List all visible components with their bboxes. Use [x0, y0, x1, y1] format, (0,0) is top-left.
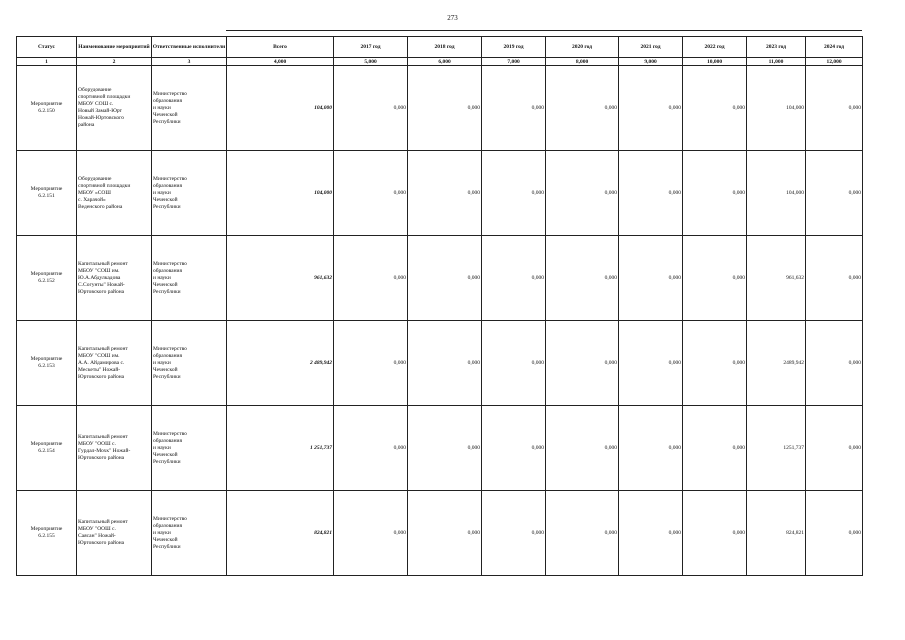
year-value-cell: 0,000 — [619, 151, 683, 236]
event-name-cell — [77, 321, 152, 406]
responsible-cell — [152, 406, 227, 491]
column-number: 11,000 — [747, 58, 806, 66]
table-row — [17, 491, 863, 576]
status-cell-line: 6.2.153 — [38, 363, 55, 369]
responsible-cell-line: Республики — [153, 543, 181, 550]
column-number: 9,000 — [619, 58, 683, 66]
year-value-cell: 0,000 — [683, 491, 747, 576]
header-year: 2017 год — [334, 37, 408, 58]
responsible-cell-line: Чеченской — [153, 366, 178, 373]
year-value-cell: 0,000 — [546, 236, 619, 321]
table-row — [17, 151, 863, 236]
responsible-cell-line: и науки — [153, 529, 171, 536]
event-name-cell-line: С.Согунты" Ножай- — [78, 281, 125, 288]
event-name-cell-line: МБОУ "СОШ им. — [78, 267, 120, 274]
year-value-cell: 0,000 — [619, 321, 683, 406]
responsible-cell-line: и науки — [153, 104, 171, 111]
total-cell: 2 489,942 — [227, 321, 334, 406]
event-name-cell-line: А.А. Айдамирова с. — [78, 359, 125, 366]
status-cell — [17, 236, 77, 321]
status-cell-line: Мероприятие — [30, 356, 63, 362]
year-value-cell: 0,000 — [408, 236, 482, 321]
status-cell — [17, 321, 77, 406]
event-name-cell-line: спортивной площадки — [78, 182, 131, 189]
year-value-cell: 0,000 — [546, 406, 619, 491]
header-year: 2020 год — [546, 37, 619, 58]
responsible-cell-line: Республики — [153, 458, 181, 465]
responsible-cell-line: Чеченской — [153, 196, 178, 203]
year-value-cell: 0,000 — [482, 491, 546, 576]
column-number: 1 — [17, 58, 77, 66]
year-value-cell: 0,000 — [334, 491, 408, 576]
year-value-cell: 0,000 — [482, 236, 546, 321]
event-name-cell — [77, 406, 152, 491]
status-cell-line: Мероприятие — [30, 186, 63, 192]
column-number: 7,000 — [482, 58, 546, 66]
year-value-cell: 0,000 — [546, 491, 619, 576]
responsible-cell-line: Министерство — [153, 90, 187, 97]
event-name-cell-line: Ножай-Юртовского — [78, 115, 125, 121]
event-name-cell-line: Капитальный ремонт — [78, 434, 128, 440]
event-name-cell-line: Юртовского района — [78, 373, 125, 380]
year-value-cell: 0,000 — [334, 236, 408, 321]
responsible-cell-line: Министерство — [153, 345, 187, 352]
table-row — [17, 406, 863, 491]
status-cell — [17, 151, 77, 236]
year-value-cell: 0,000 — [683, 406, 747, 491]
year-value-cell: 0,000 — [806, 491, 863, 576]
responsible-cell-line: Республики — [153, 203, 181, 210]
year-value-cell: 0,000 — [482, 406, 546, 491]
table-row — [17, 66, 863, 151]
status-cell-line: Мероприятие — [30, 101, 63, 107]
table-header-row — [17, 37, 863, 58]
responsible-cell-line: и науки — [153, 274, 171, 281]
status-cell — [17, 491, 77, 576]
event-name-cell-line: МБОУ "ООШ с. — [78, 526, 116, 532]
header-responsible: Ответственные исполнители — [152, 37, 227, 58]
responsible-cell-line: образования — [153, 97, 183, 104]
year-value-cell: 0,000 — [683, 236, 747, 321]
event-name-cell-line: Оборудование — [78, 175, 112, 182]
responsible-cell — [152, 236, 227, 321]
event-name-cell-line: Юртовского района — [78, 455, 125, 461]
table-row — [17, 321, 863, 406]
event-name-cell — [77, 151, 152, 236]
event-name-cell-line: Новый Замай-Юрт — [78, 108, 122, 114]
budget-table — [16, 36, 863, 576]
year-value-cell: 0,000 — [334, 66, 408, 151]
year-value-cell: 0,000 — [806, 151, 863, 236]
responsible-cell-line: образования — [153, 182, 183, 189]
event-name-cell — [77, 491, 152, 576]
header-total: Всего — [227, 37, 334, 58]
year-value-cell: 0,000 — [683, 151, 747, 236]
responsible-cell-line: образования — [153, 437, 183, 444]
year-value-cell: 0,000 — [683, 321, 747, 406]
event-name-cell-line: Веденского района — [78, 203, 123, 210]
responsible-cell-line: Чеченской — [153, 111, 178, 118]
total-cell: 104,000 — [227, 66, 334, 151]
responsible-cell-line: и науки — [153, 359, 171, 366]
responsible-cell — [152, 491, 227, 576]
event-name-cell-line: МБОУ «СОШ — [78, 189, 111, 196]
responsible-cell-line: образования — [153, 352, 183, 359]
year-value-cell: 0,000 — [482, 321, 546, 406]
header-year: 2021 год — [619, 37, 683, 58]
year-value-cell: 0,000 — [408, 321, 482, 406]
event-name-cell-line: Мескеты" Ножай- — [78, 366, 121, 373]
status-cell-line: 6.2.152 — [38, 278, 55, 284]
responsible-cell — [152, 66, 227, 151]
event-name-cell-line: Оборудование — [78, 87, 112, 93]
year-value-cell: 0,000 — [334, 151, 408, 236]
year-value-cell: 0,000 — [408, 151, 482, 236]
header-rule — [226, 30, 862, 31]
year-value-cell: 961,632 — [747, 236, 806, 321]
column-number: 10,000 — [683, 58, 747, 66]
event-name-cell-line: МБОУ "ООШ с. — [78, 441, 116, 447]
year-value-cell: 0,000 — [546, 66, 619, 151]
responsible-cell-line: и науки — [153, 444, 171, 451]
total-cell: 824,821 — [227, 491, 334, 576]
year-value-cell: 0,000 — [806, 406, 863, 491]
year-value-cell: 0,000 — [806, 66, 863, 151]
status-cell — [17, 406, 77, 491]
year-value-cell: 104,000 — [747, 66, 806, 151]
column-number-row — [17, 58, 863, 66]
responsible-cell-line: Чеченской — [153, 451, 178, 458]
year-value-cell: 0,000 — [806, 321, 863, 406]
event-name-cell — [77, 66, 152, 151]
responsible-cell-line: образования — [153, 522, 183, 529]
year-value-cell: 2489,942 — [747, 321, 806, 406]
responsible-cell-line: Министерство — [153, 515, 187, 522]
event-name-cell-line: Капитальный ремонт — [78, 260, 128, 267]
year-value-cell: 0,000 — [619, 491, 683, 576]
event-name-cell-line: МБОУ СОШ с. — [78, 101, 114, 107]
responsible-cell-line: Республики — [153, 118, 181, 125]
responsible-cell-line: Министерство — [153, 175, 187, 182]
event-name-cell-line: Гурдал-Мохк" Ножай- — [78, 448, 131, 454]
column-number: 6,000 — [408, 58, 482, 66]
year-value-cell: 0,000 — [806, 236, 863, 321]
year-value-cell: 0,000 — [619, 66, 683, 151]
column-number: 8,000 — [546, 58, 619, 66]
status-cell-line: 6.2.154 — [38, 448, 55, 454]
total-cell: 104,000 — [227, 151, 334, 236]
event-name-cell-line: с. Харачой» — [78, 196, 106, 203]
responsible-cell-line: Чеченской — [153, 281, 178, 288]
responsible-cell-line: Министерство — [153, 430, 187, 437]
total-cell: 1 251,737 — [227, 406, 334, 491]
year-value-cell: 0,000 — [546, 321, 619, 406]
event-name-cell — [77, 236, 152, 321]
header-status: Статус — [17, 37, 77, 58]
header-year: 2018 год — [408, 37, 482, 58]
year-value-cell: 824,821 — [747, 491, 806, 576]
column-number: 3 — [152, 58, 227, 66]
status-cell-line: 6.2.151 — [38, 193, 55, 199]
responsible-cell-line: Министерство — [153, 260, 187, 267]
status-cell-line: Мероприятие — [30, 441, 63, 447]
event-name-cell-line: Юртовского района — [78, 288, 125, 295]
total-cell: 961,632 — [227, 236, 334, 321]
responsible-cell-line: и науки — [153, 189, 171, 196]
event-name-cell-line: Капитальный ремонт — [78, 519, 128, 525]
column-number: 2 — [77, 58, 152, 66]
year-value-cell: 0,000 — [619, 236, 683, 321]
responsible-cell-line: образования — [153, 267, 183, 274]
year-value-cell: 0,000 — [408, 66, 482, 151]
responsible-cell — [152, 321, 227, 406]
event-name-cell-line: Ю.А.Абдулкадова — [78, 274, 121, 281]
year-value-cell: 0,000 — [482, 66, 546, 151]
event-name-cell-line: МБОУ "СОШ им. — [78, 352, 120, 359]
status-cell — [17, 66, 77, 151]
event-name-cell-line: Капитальный ремонт — [78, 345, 128, 352]
year-value-cell: 0,000 — [334, 321, 408, 406]
year-value-cell: 0,000 — [334, 406, 408, 491]
status-cell-line: Мероприятие — [30, 526, 63, 532]
event-name-cell-line: Юртовского района — [78, 540, 125, 546]
column-number: 4,000 — [227, 58, 334, 66]
responsible-cell — [152, 151, 227, 236]
status-cell-line: Мероприятие — [30, 271, 63, 277]
column-number: 5,000 — [334, 58, 408, 66]
year-value-cell: 0,000 — [683, 66, 747, 151]
responsible-cell-line: Республики — [153, 373, 181, 380]
year-value-cell: 0,000 — [482, 151, 546, 236]
year-value-cell: 0,000 — [408, 406, 482, 491]
year-value-cell: 0,000 — [619, 406, 683, 491]
column-number: 12,000 — [806, 58, 863, 66]
responsible-cell-line: Чеченской — [153, 536, 178, 543]
event-name-cell-line: Саясан" Ножай- — [78, 533, 116, 539]
status-cell-line: 6.2.150 — [38, 108, 55, 114]
header-year: 2022 год — [683, 37, 747, 58]
year-value-cell: 0,000 — [546, 151, 619, 236]
header-name: Наименование мероприятий — [77, 37, 152, 58]
year-value-cell: 104,000 — [747, 151, 806, 236]
year-value-cell: 1251,737 — [747, 406, 806, 491]
header-year: 2024 год — [806, 37, 863, 58]
header-year: 2019 год — [482, 37, 546, 58]
table-row — [17, 236, 863, 321]
event-name-cell-line: спортивной площадки — [78, 94, 131, 100]
page-number: 273 — [447, 14, 458, 22]
responsible-cell-line: Республики — [153, 288, 181, 295]
header-year: 2023 год — [747, 37, 806, 58]
year-value-cell: 0,000 — [408, 491, 482, 576]
event-name-cell-line: района — [78, 122, 95, 128]
status-cell-line: 6.2.155 — [38, 533, 55, 539]
